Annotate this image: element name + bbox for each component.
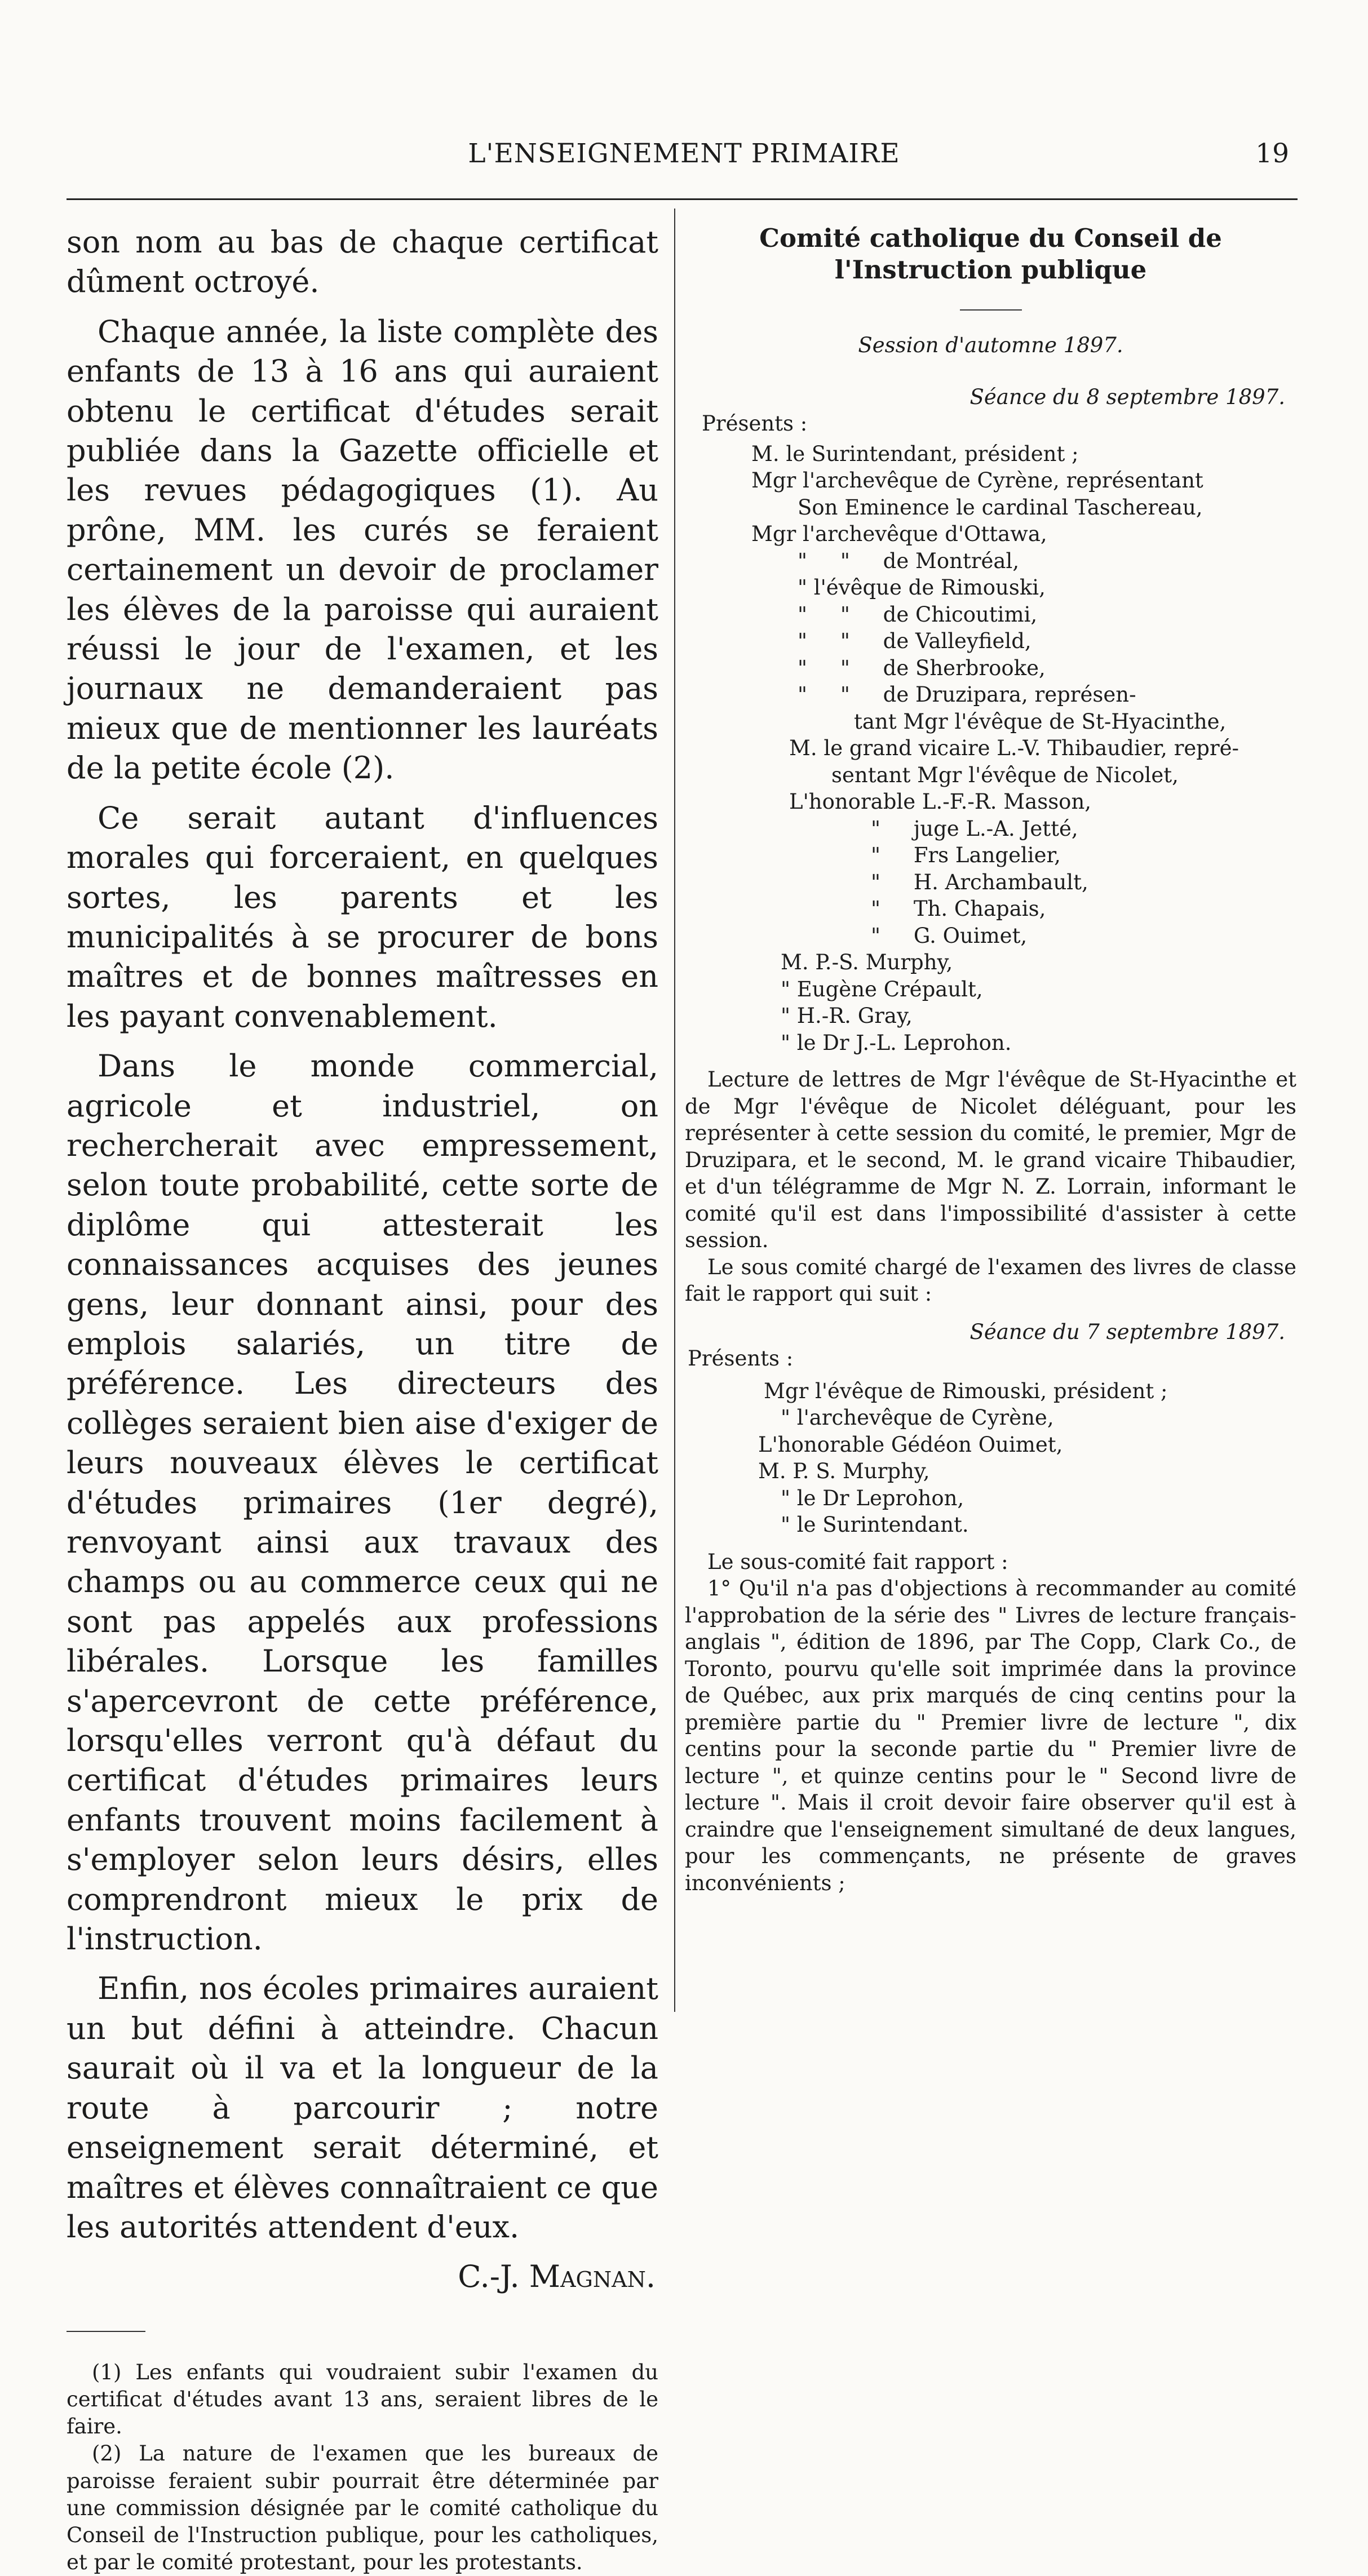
- list-item: " Eugène Crépault,: [781, 977, 983, 1001]
- paragraph: Le sous-comité fait rapport :: [707, 1549, 1008, 1574]
- list-item: " le Surintendant.: [781, 1513, 969, 1537]
- seance-heading: Séance du 8 septembre 1897.: [969, 384, 1285, 409]
- list-item: L'honorable Gédéon Ouimet,: [758, 1432, 1063, 1457]
- presents-label: Présents :: [688, 1346, 794, 1371]
- section-rule: [960, 309, 1022, 311]
- section-title: Comité catholique du Conseil de: [759, 223, 1222, 253]
- attendee-list: [685, 441, 1296, 1057]
- paragraph: 1° Qu'il n'a pas d'objections à recommander au comité l'approbation de la série des " Livres de lecture français-anglais ", édition de 1896, par The Copp, Clark Co., de Toronto, pourvu qu'elle soit imprimée dans la province de Québec, aux prix marqués de cinq centins pour la première partie du " Premier livre de lecture ", dix centins pour la seconde partie du " Premier livre de lecture ", et quinze centins pour le " Second livre de lecture ". Mais il croit devoir faire observer qu'il est à craindre que l'enseignement simultané de deux langues, pour les commençants, ne présente de graves inconvénients ;: [685, 1576, 1296, 1895]
- list-item: Mgr l'archevêque de Cyrène, représentant: [751, 468, 1203, 493]
- list-item: " " de Valleyfield,: [798, 629, 1031, 653]
- list-item: Mgr l'évêque de Rimouski, président ;: [764, 1378, 1168, 1403]
- list-item: sentant Mgr l'évêque de Nicolet,: [831, 762, 1179, 787]
- list-item: " H. Archambault,: [871, 870, 1088, 894]
- paragraph: son nom au bas de chaque certificat dûment octroyé.: [67, 224, 658, 300]
- paragraph: Le sous comité chargé de l'examen des livres de classe fait le rapport qui suit :: [685, 1254, 1296, 1306]
- list-item: " l'archevêque de Cyrène,: [781, 1406, 1054, 1430]
- list-item: " l'évêque de Rimouski,: [798, 575, 1046, 600]
- list-item: " " de Druzipara, représen-: [798, 682, 1136, 707]
- header-rule: [67, 198, 1298, 200]
- session-heading: Session d'automne 1897.: [858, 333, 1123, 357]
- list-item: tant Mgr l'évêque de St-Hyacinthe,: [854, 709, 1227, 734]
- list-item: " le Dr J.-L. Leprohon.: [781, 1030, 1012, 1055]
- paragraph: Dans le monde commercial, agricole et industriel, on rechercherait avec empressement, selon toute probabilité, cette sorte de diplôme qui attesterait les connaissances acquises des jeunes gens, leur donnant ainsi, pour des emplois salariés, un titre de préférence. Les directeurs des collèges seraient bien aise d'exiger de leurs nouveaux élèves le certificat d'études primaires (1er degré), renvoyant ainsi aux travaux des champs ou au commerce ceux qui ne sont pas appelés aux professions libérales. Lorsque les familles s'apercevront de cette préférence, lorsqu'elles verront qu'à défaut du certificat d'études primaires leurs enfants trouvent moins facilement à s'employer selon leurs désirs, elles comprendront mieux le prix de l'instruction.: [67, 1048, 658, 1957]
- section-title: l'Instruction publique: [834, 255, 1147, 285]
- footnote: (2) La nature de l'examen que les bureaux de paroisse feraient subir pourrait être déterminée par une commission désignée par le comité catholique du Conseil de l'Instruction publique, pour les catholiques, et par le comité protestant, pour les protestants.: [67, 2441, 658, 2575]
- column-divider: [674, 209, 675, 2012]
- page-number: 19: [1255, 138, 1289, 169]
- attendee-list: [685, 1378, 1296, 1538]
- seance-heading: Séance du 7 septembre 1897.: [969, 1319, 1285, 1344]
- list-item: " G. Ouimet,: [871, 923, 1028, 948]
- list-item: " " de Sherbrooke,: [798, 655, 1046, 680]
- author-signature: C.-J. Magnan.: [458, 2259, 656, 2295]
- page-header: [0, 0, 1368, 180]
- paragraph: Lecture de lettres de Mgr l'évêque de St-Hyacinthe et de Mgr l'évêque de Nicolet déléguant, pour les représenter à cette session du comité, le premier, Mgr de Druzipara, et le second, M. le grand vicaire Thibaudier, et d'un télégramme de Mgr N. Z. Lorrain, informant le comité qu'il est dans l'impossibilité d'assister à cette session.: [685, 1067, 1296, 1252]
- list-item: M. P.-S. Murphy,: [781, 950, 953, 974]
- list-item: " " de Montréal,: [798, 548, 1020, 573]
- list-item: Mgr l'archevêque d'Ottawa,: [751, 522, 1047, 546]
- paragraph: Enfin, nos écoles primaires auraient un but défini à atteindre. Chacun saurait où il va et la longueur de la route à parcourir ; notre enseignement serait déterminé, et maîtres et élèves connaîtraient ce que les autorités attendent d'eux.: [67, 1971, 658, 2245]
- list-item: M. le Surintendant, président ;: [751, 441, 1079, 466]
- footnote: (1) Les enfants qui voudraient subir l'examen du certificat d'études avant 13 ans, seraient libres de le faire.: [67, 2360, 658, 2439]
- left-column: [67, 223, 658, 2576]
- list-item: " Th. Chapais,: [871, 897, 1046, 921]
- list-item: " " de Chicoutimi,: [798, 602, 1038, 627]
- paragraph: Ce serait autant d'influences morales qui forceraient, en quelques sortes, les parents et les municipalités à se procurer de bons maîtres et de bonnes maîtresses en les payant convenablement.: [67, 800, 658, 1034]
- right-column: [685, 223, 1296, 1896]
- list-item: " juge L.-A. Jetté,: [871, 816, 1078, 841]
- list-item: L'honorable L.-F.-R. Masson,: [789, 790, 1092, 814]
- list-item: Son Eminence le cardinal Taschereau,: [798, 495, 1203, 520]
- list-item: M. P. S. Murphy,: [758, 1459, 930, 1483]
- list-item: M. le grand vicaire L.-V. Thibaudier, repré-: [789, 736, 1239, 760]
- list-item: " Frs Langelier,: [871, 843, 1061, 867]
- list-item: " le Dr Leprohon,: [781, 1486, 964, 1510]
- list-item: " H.-R. Gray,: [781, 1004, 913, 1028]
- paragraph: Chaque année, la liste complète des enfants de 13 à 16 ans qui auraient obtenu le certificat d'études serait publiée dans la Gazette officielle et les revues pédagogiques (1). Au prône, MM. les curés se feraient certainement un devoir de proclamer les élèves de la paroisse qui auraient réussi le jour de l'examen, et les journaux ne demanderaient pas mieux que de mentionner les lauréats de la petite école (2).: [67, 313, 658, 786]
- presents-label: Présents :: [702, 411, 808, 436]
- footnote-rule: [67, 2331, 145, 2332]
- running-title: L'ENSEIGNEMENT PRIMAIRE: [468, 138, 900, 169]
